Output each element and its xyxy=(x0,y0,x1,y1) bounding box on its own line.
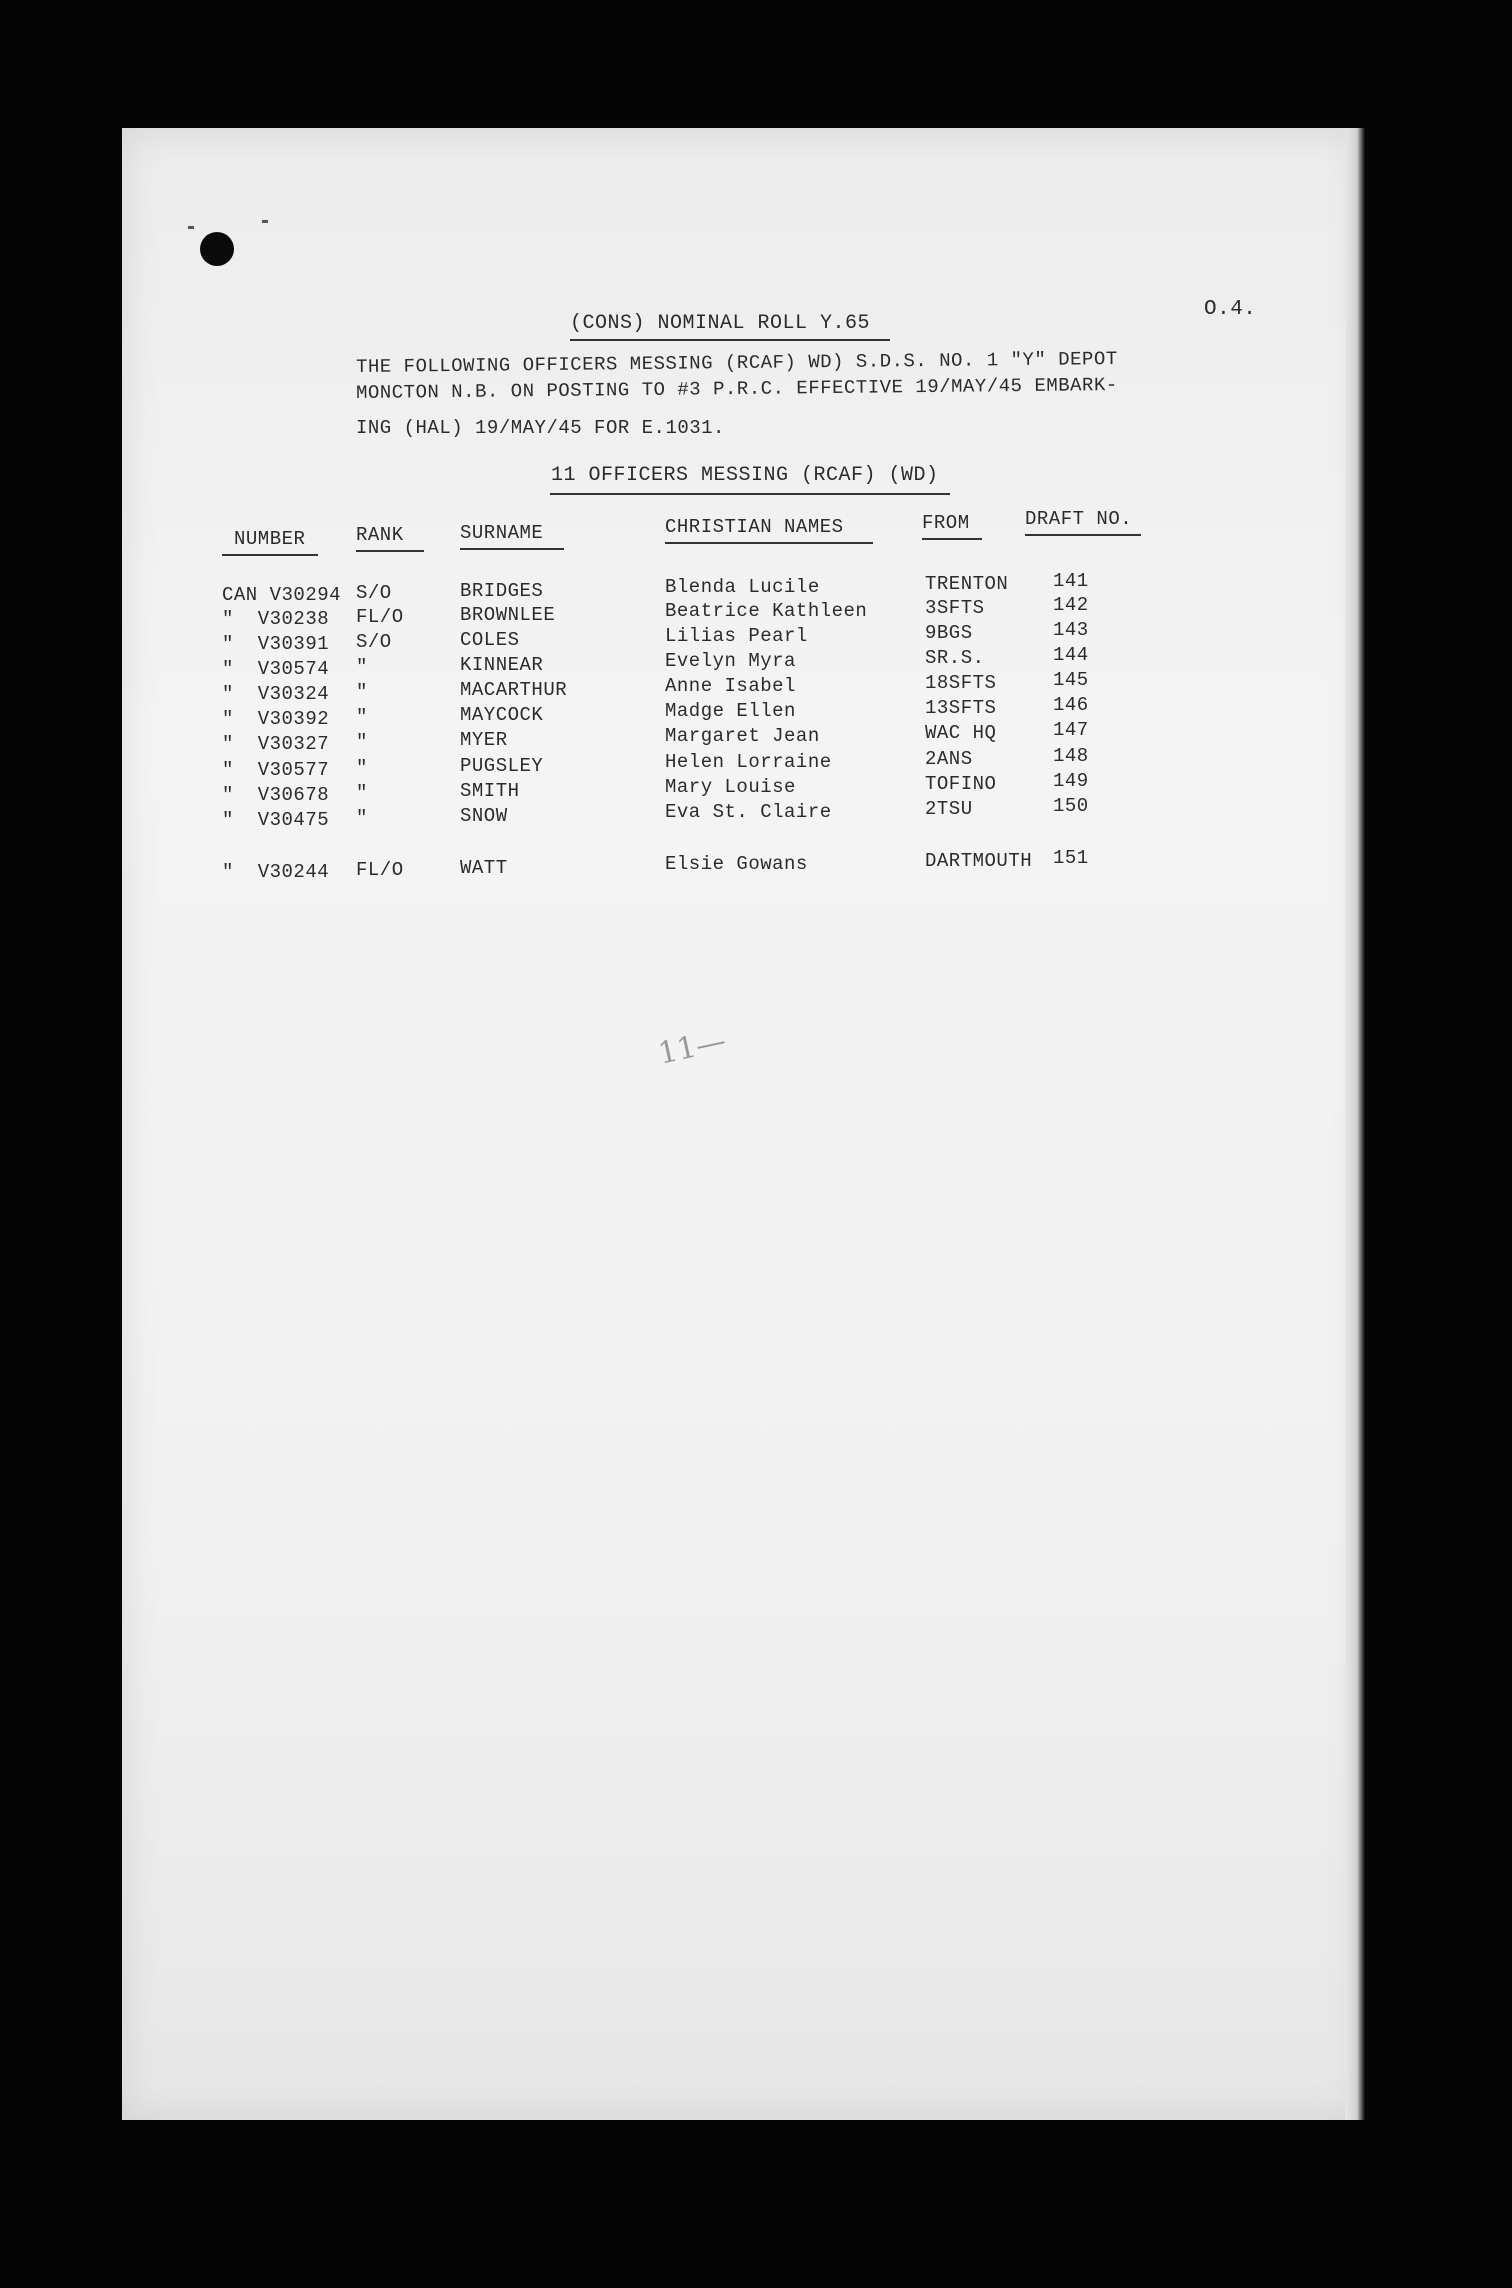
pencil-annotation: 11— xyxy=(655,1023,730,1072)
punch-hole-icon xyxy=(200,232,234,266)
cell-number: " V30244 xyxy=(222,861,330,883)
cell-rank: " xyxy=(356,807,368,829)
cell-from: 3SFTS xyxy=(925,597,985,619)
cell-number: " V30574 xyxy=(222,658,330,680)
cell-draft: 148 xyxy=(1053,745,1089,767)
cell-surname: MYER xyxy=(460,729,508,751)
header-rank: RANK xyxy=(356,524,404,546)
section-subtitle: 11 OFFICERS MESSING (RCAF) (WD) xyxy=(551,464,939,487)
cell-christian: Anne Isabel xyxy=(665,675,796,697)
smudge-mark xyxy=(188,226,194,229)
cell-draft: 149 xyxy=(1053,770,1089,792)
document-title: (CONS) NOMINAL ROLL Y.65 xyxy=(570,312,871,335)
cell-number: " V30324 xyxy=(222,683,330,705)
header-underline xyxy=(1025,534,1141,536)
cell-rank: FL/O xyxy=(356,859,404,881)
cell-surname: WATT xyxy=(460,857,508,879)
cell-christian: Lilias Pearl xyxy=(665,625,808,647)
cell-rank: " xyxy=(356,731,368,753)
header-underline xyxy=(922,538,982,540)
cell-surname: COLES xyxy=(460,629,520,651)
header-surname: SURNAME xyxy=(460,522,544,544)
cell-rank: " xyxy=(356,782,368,804)
header-draft-no: DRAFT NO. xyxy=(1025,508,1133,530)
cell-christian: Madge Ellen xyxy=(665,700,796,722)
intro-line: MONCTON N.B. ON POSTING TO #3 P.R.C. EFFECTIVE 19/MAY/45 EMBARK- xyxy=(355,374,1118,404)
cell-number: " V30327 xyxy=(222,733,330,755)
cell-christian: Eva St. Claire xyxy=(665,801,832,823)
title-underline xyxy=(570,339,890,341)
header-underline xyxy=(356,550,424,552)
cell-rank: S/O xyxy=(356,582,392,604)
cell-draft: 143 xyxy=(1053,619,1089,641)
cell-from: 9BGS xyxy=(925,622,973,644)
cell-christian: Blenda Lucile xyxy=(665,576,820,598)
header-underline xyxy=(222,554,318,556)
paper-edge xyxy=(1345,128,1365,2120)
cell-number: " V30678 xyxy=(222,784,330,806)
page-number: O.4. xyxy=(1204,298,1257,321)
cell-from: WAC HQ xyxy=(925,722,997,744)
cell-from: 2TSU xyxy=(925,798,973,820)
cell-rank: " xyxy=(356,706,368,728)
header-underline xyxy=(665,542,873,544)
header-christian-names: CHRISTIAN NAMES xyxy=(665,516,844,538)
cell-from: TOFINO xyxy=(925,773,997,795)
intro-line: THE FOLLOWING OFFICERS MESSING (RCAF) WD) S.D.S. NO. 1 "Y" DEPOT xyxy=(355,348,1118,378)
document-paper xyxy=(122,128,1362,2120)
cell-surname: MAYCOCK xyxy=(460,704,544,726)
cell-from: DARTMOUTH xyxy=(925,850,1033,872)
intro-line: ING (HAL) 19/MAY/45 FOR E.1031. xyxy=(356,417,725,439)
cell-number: " V30238 xyxy=(222,608,330,630)
cell-draft: 151 xyxy=(1053,847,1089,869)
cell-draft: 144 xyxy=(1053,644,1089,666)
cell-christian: Margaret Jean xyxy=(665,725,820,747)
subtitle-underline xyxy=(550,493,950,495)
cell-number: " V30392 xyxy=(222,708,330,730)
cell-rank: FL/O xyxy=(356,606,404,628)
cell-number: " V30391 xyxy=(222,633,330,655)
cell-number: " V30577 xyxy=(222,759,330,781)
cell-from: SR.S. xyxy=(925,647,985,669)
cell-from: 2ANS xyxy=(925,748,973,770)
cell-surname: KINNEAR xyxy=(460,654,544,676)
cell-surname: MACARTHUR xyxy=(460,679,568,701)
cell-from: 13SFTS xyxy=(925,697,997,719)
cell-christian: Helen Lorraine xyxy=(665,751,832,773)
cell-draft: 146 xyxy=(1053,694,1089,716)
cell-surname: BRIDGES xyxy=(460,580,544,602)
cell-christian: Elsie Gowans xyxy=(665,853,808,875)
cell-draft: 145 xyxy=(1053,669,1089,691)
cell-rank: " xyxy=(356,681,368,703)
header-underline xyxy=(460,548,564,550)
cell-draft: 142 xyxy=(1053,594,1089,616)
cell-draft: 147 xyxy=(1053,719,1089,741)
cell-draft: 141 xyxy=(1053,570,1089,592)
header-from: FROM xyxy=(922,512,970,534)
cell-christian: Beatrice Kathleen xyxy=(665,600,868,622)
cell-surname: SMITH xyxy=(460,780,520,802)
cell-christian: Evelyn Myra xyxy=(665,650,796,672)
cell-rank: S/O xyxy=(356,631,392,653)
cell-rank: " xyxy=(356,656,368,678)
header-number: NUMBER xyxy=(234,528,306,550)
cell-rank: " xyxy=(356,757,368,779)
cell-surname: SNOW xyxy=(460,805,508,827)
cell-surname: BROWNLEE xyxy=(460,604,556,626)
cell-christian: Mary Louise xyxy=(665,776,796,798)
cell-draft: 150 xyxy=(1053,795,1089,817)
cell-from: 18SFTS xyxy=(925,672,997,694)
smudge-mark xyxy=(262,220,268,223)
cell-number: CAN V30294 xyxy=(222,584,342,606)
cell-from: TRENTON xyxy=(925,573,1009,595)
cell-number: " V30475 xyxy=(222,809,330,831)
cell-surname: PUGSLEY xyxy=(460,755,544,777)
